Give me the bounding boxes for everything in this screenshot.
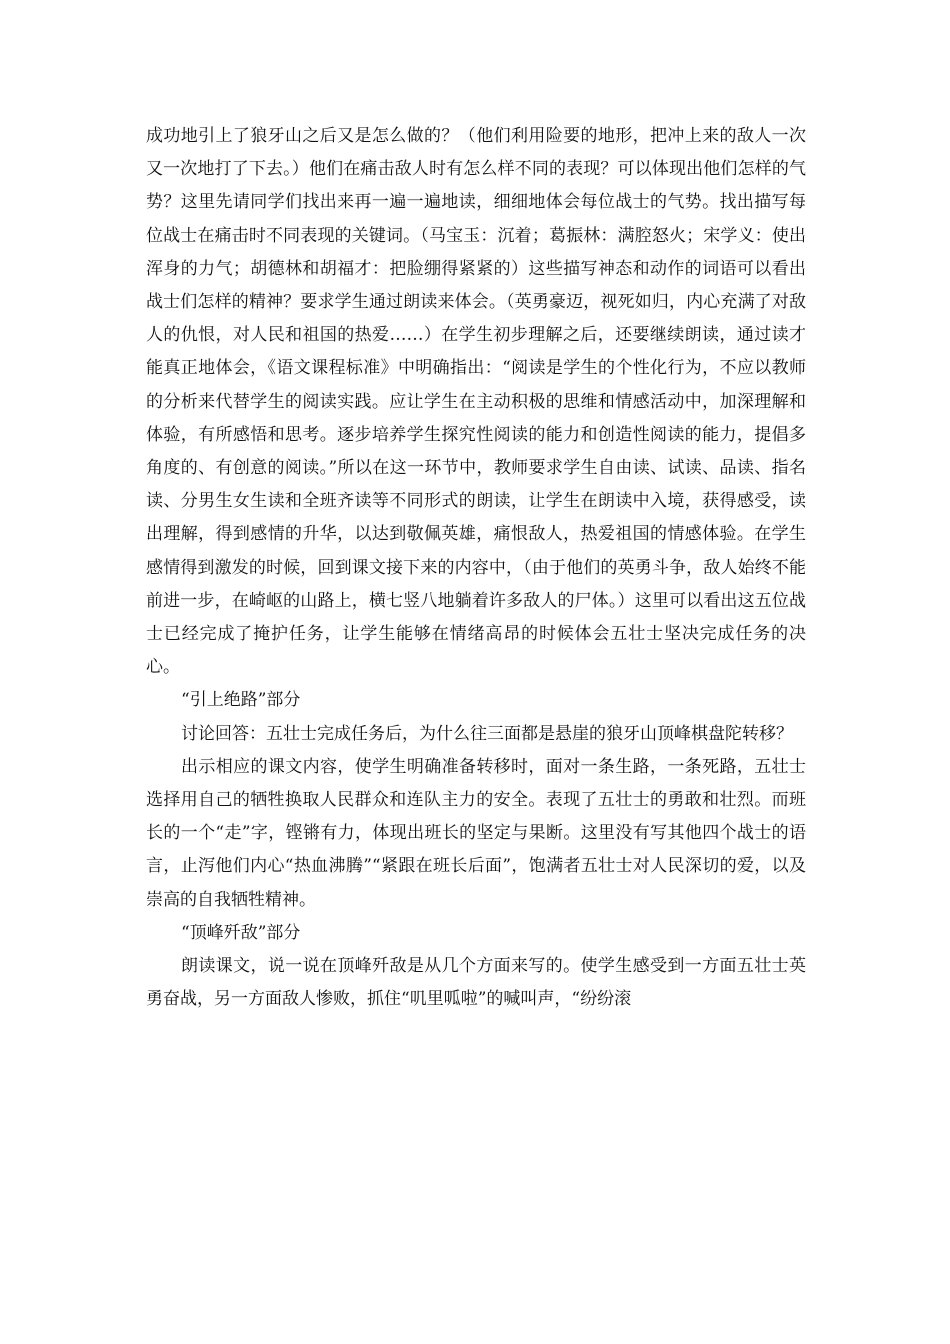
body-paragraph-1: 成功地引上了狼牙山之后又是怎么做的？（他们利用险要的地形，把冲上来的敌人一次又一次地打了下去。）他们在痛击敌人时有怎么样不同的表现？可以体现出他们怎样的气势？这里先请同学们找出来再一遍一遍地读，细细地体会每位战士的气势。找出描写每位战士在痛击时不同表现的关键词。（马宝玉：沉着；葛振林：满腔怒火；宋学义：使出浑身的力气；胡德林和胡福才：把脸绷得紧紧的）这些描写神态和动作的词语可以看出战士们怎样的精神？要求学生通过朗读来体会。（英勇豪迈，视死如归，内心充满了对敌人的仇恨，对人民和祖国的热爱……）在学生初步理解之后，还要继续朗读，通过读才能真正地体会，《语文课程标准》中明确指出：“阅读是学生的个性化行为，不应以教师的分析来代替学生的阅读实践。应让学生在主动积极的思维和情感活动中，加深理解和体验，有所感悟和思考。逐步培养学生探究性阅读的能力和创造性阅读的能力，提倡多角度的、有创意的阅读。”所以在这一环节中，教师要求学生自由读、试读、品读、指名读、分男生女生读和全班齐读等不同形式的朗读，让学生在朗读中入境，获得感受，读出理解，得到感情的升华，以达到敬佩英雄，痛恨敌人，热爱祖国的情感体验。在学生感情得到激发的时候，回到课文接下来的内容中，（由于他们的英勇斗争，敌人始终不能前进一步，在崎岖的山路上，横七竖八地躺着许多敌人的尸体。）这里可以看出这五位战士已经完成了掩护任务，让学生能够在情绪高昂的时候体会五壮士坚决完成任务的决心。	[146, 126, 806, 678]
section-heading-yinshang-juelu: “引上绝路”部分	[181, 690, 301, 711]
body-paragraph-reading: 朗读课文，说一说在顶峰歼敌是从几个方面来写的。使学生感受到一方面五壮士英勇奋战，另一方面敌人惨败，抓住“叽里呱啦”的喊叫声，“纷纷滚	[146, 956, 806, 1010]
body-paragraph-discussion: 讨论回答：五壮士完成任务后，为什么往三面都是悬崖的狼牙山顶峰棋盘陀转移？	[181, 723, 793, 744]
document-page	[146, 120, 806, 1016]
section-heading-dingfeng-jiandi: “顶峰歼敌”部分	[181, 922, 301, 943]
body-paragraph-transfer: 出示相应的课文内容，使学生明确准备转移时，面对一条生路，一条死路，五壮士选择用自己的牺牲换取人民群众和连队主力的安全。表现了五壮士的勇敢和壮烈。而班长的一个“走”字，铿锵有力，体现出班长的坚定与果断。这里没有写其他四个战士的语言，止泻他们内心“热血沸腾”“紧跟在班长后面”，饱满者五壮士对人民深切的爱，以及崇高的自我牺牲精神。	[146, 756, 806, 910]
